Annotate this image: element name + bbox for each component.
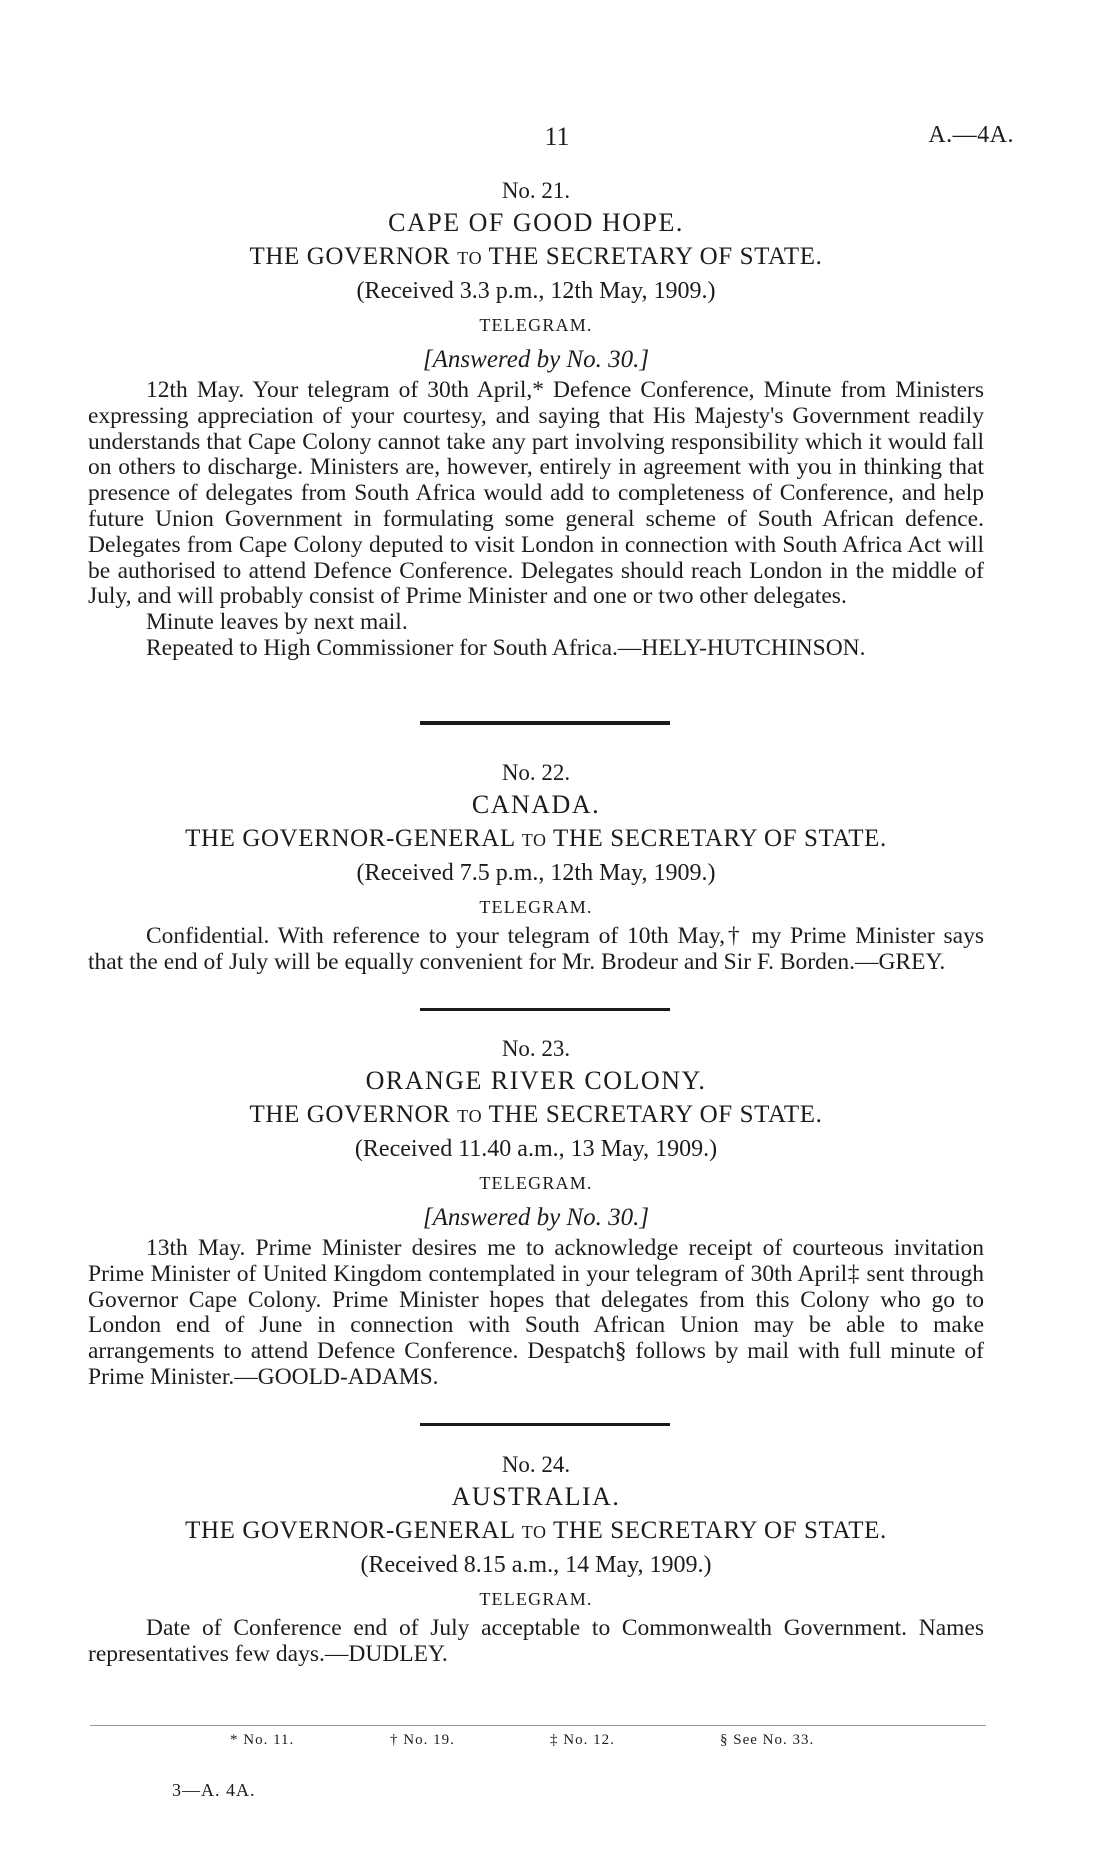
section-number: No. 24. (501, 1452, 571, 1477)
section-body (88, 924, 984, 976)
section-number: No. 22. (501, 760, 571, 785)
section-21 (88, 176, 984, 662)
section-type: TELEGRAM. (479, 1589, 593, 1609)
printer-signature: 3—A. 4A. (172, 1780, 256, 1800)
footnote: § See No. 33. (720, 1732, 815, 1748)
section-divider (420, 1008, 670, 1011)
section-number: No. 21. (501, 178, 571, 203)
footnote-divider (90, 1725, 986, 1726)
section-route: THE GOVERNOR-GENERAL to THE SECRETARY OF STATE. (185, 825, 887, 852)
section-divider (420, 721, 670, 725)
section-answered: [Answered by No. 30.] (422, 346, 650, 373)
section-route: THE GOVERNOR to THE SECRETARY OF STATE. (249, 243, 823, 270)
section-body (88, 1616, 984, 1668)
section-type: TELEGRAM. (479, 897, 593, 917)
section-received: (Received 8.15 a.m., 14 May, 1909.) (360, 1552, 712, 1578)
footnote: * No. 11. (230, 1732, 295, 1748)
section-answered: [Answered by No. 30.] (422, 1204, 650, 1231)
body-paragraph: Confidential. With reference to your telegram of 10th May,† my Prime Minister says that the end of July will be equally convenient for Mr. Brodeur and Sir F. Borden.—GREY. (88, 923, 984, 975)
section-22 (88, 758, 984, 976)
section-colony: CAPE OF GOOD HOPE. (388, 208, 684, 237)
section-24 (88, 1450, 984, 1668)
section-colony: AUSTRALIA. (451, 1482, 621, 1511)
document-reference: A.—4A. (928, 122, 1014, 148)
section-type: TELEGRAM. (479, 315, 593, 335)
section-number: No. 23. (501, 1036, 571, 1061)
section-body (88, 378, 984, 662)
section-route: THE GOVERNOR-GENERAL to THE SECRETARY OF STATE. (185, 1517, 887, 1544)
body-paragraph: 13th May. Prime Minister desires me to acknowledge receipt of courteous invitation Prime Minister of United Kingdom contemplated in your telegram of 30th April‡ sent through Governor Cape Colony. Prime Minister hopes that delegates from this Colony who go to London end of June in connection with South African Union may be able to make arrangements to attend Defence Conference. Despatch§ follows by mail with full minute of Prime Minister.—GOOLD-ADAMS. (88, 1235, 984, 1390)
section-divider (420, 1423, 670, 1426)
page-number: 11 (544, 122, 570, 151)
section-23 (88, 1034, 984, 1391)
body-paragraph: 12th May. Your telegram of 30th April,* Defence Conference, Minute from Ministers expressing appreciation of your courtesy, and saying that His Majesty's Government readily understands that Cape Colony cannot take any part involving responsibility which it would fall on others to discharge. Ministers are, however, entirely in agreement with you in thinking that presence of delegates from South Africa would add to completeness of Conference, and help future Union Government in formulating some general scheme of South African defence. Delegates from Cape Colony deputed to visit London in connection with South Africa Act will be authorised to attend Defence Conference. Delegates should reach London in the middle of July, and will probably consist of Prime Minister and one or two other delegates. (88, 377, 984, 610)
section-type: TELEGRAM. (479, 1173, 593, 1193)
section-colony: CANADA. (471, 790, 601, 819)
body-paragraph: Minute leaves by next mail. (146, 609, 408, 636)
section-colony: ORANGE RIVER COLONY. (365, 1066, 707, 1095)
body-paragraph: Repeated to High Commissioner for South Africa.—HELY-HUTCHINSON. (146, 634, 866, 661)
footnote: † No. 19. (390, 1732, 455, 1748)
section-received: (Received 7.5 p.m., 12th May, 1909.) (356, 860, 716, 886)
section-route: THE GOVERNOR to THE SECRETARY OF STATE. (249, 1101, 823, 1128)
section-received: (Received 3.3 p.m., 12th May, 1909.) (356, 278, 716, 304)
section-body (88, 1236, 984, 1391)
footnote: ‡ No. 12. (550, 1732, 615, 1748)
body-paragraph: Date of Conference end of July acceptable to Commonwealth Government. Names representatives few days.—DUDLEY. (88, 1615, 984, 1667)
section-received: (Received 11.40 a.m., 13 May, 1909.) (354, 1136, 718, 1162)
